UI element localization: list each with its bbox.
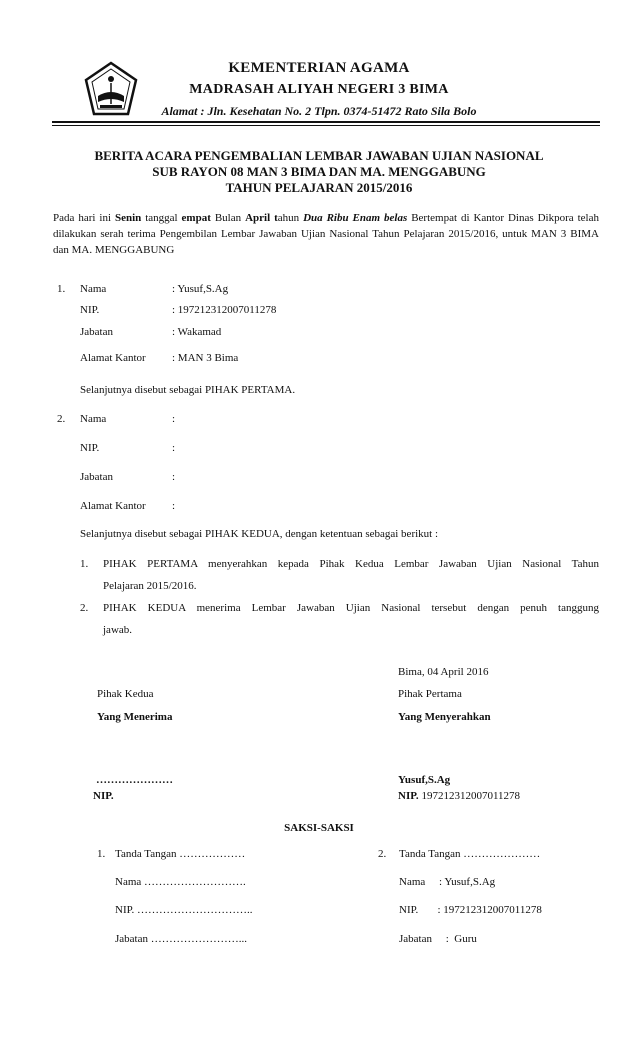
header-address: Alamat : Jln. Kesehatan No. 2 Tlpn. 0374-51472 Rato Sila Bolo: [161, 104, 477, 118]
party1-alamat-value: : MAN 3 Bima: [172, 352, 239, 364]
party2-nip-label: NIP.: [80, 442, 100, 454]
right-sub: Yang Menyerahkan: [398, 711, 491, 723]
party1-jabatan-value: : Wakamad: [172, 326, 222, 338]
intro-year: Dua Ribu Enam belas: [303, 212, 408, 224]
witness1-number: 1.: [97, 848, 106, 860]
party2-nama-value: :: [172, 413, 176, 425]
document-title-line1: BERITA ACARA PENGEMBALIAN LEMBAR JAWABAN UJIAN NASIONAL: [94, 148, 544, 163]
left-sub: Yang Menerima: [97, 711, 173, 723]
party1-nip-label: NIP.: [80, 304, 100, 316]
witness2-number: 2.: [378, 848, 387, 860]
term-2-line2: jawab.: [103, 624, 133, 636]
party1-number: 1.: [57, 283, 66, 295]
witness2-signature-line: Tanda Tangan …………………: [399, 848, 541, 860]
witness1-signature-line: Tanda Tangan ………………: [115, 848, 246, 860]
intro-day: Senin: [114, 212, 142, 224]
party2-nama-label: Nama: [80, 413, 107, 425]
party2-jabatan-value: :: [172, 471, 176, 483]
term-1-number: 1.: [80, 558, 89, 570]
party1-note: Selanjutnya disebut sebagai PIHAK PERTAMA.: [80, 384, 296, 396]
party2-nip-value: :: [172, 442, 176, 454]
term-1-line1: PIHAK PERTAMA menyerahkan kepada Pihak Kedua Lembar Jawaban Ujian Nasional Tahun: [103, 558, 599, 570]
party1-jabatan-label: Jabatan: [80, 326, 113, 338]
party2-number: 2.: [57, 413, 66, 425]
witnesses-title: SAKSI-SAKSI: [284, 822, 354, 834]
party2-alamat-label: Alamat Kantor: [80, 500, 146, 512]
witness1-jabatan: Jabatan ……………………...: [115, 933, 247, 945]
party1-nama-value: : Yusuf,S.Ag: [172, 283, 229, 295]
place-date: Bima, 04 April 2016: [398, 666, 489, 678]
witness2-nama: Nama : Yusuf,S.Ag: [399, 876, 496, 888]
header-divider-thin: [52, 125, 600, 126]
term-2-number: 2.: [80, 602, 89, 614]
term-1-line2: Pelajaran 2015/2016.: [103, 580, 197, 592]
party2-note: Selanjutnya disebut sebagai PIHAK KEDUA, dengan ketentuan sebagai berikut :: [80, 528, 439, 540]
party1-nama-label: Nama: [80, 283, 107, 295]
party1-nip-value: : 197212312007011278: [172, 304, 277, 316]
witness2-nip: NIP. : 197212312007011278: [399, 904, 542, 916]
right-role: Pihak Pertama: [398, 688, 462, 700]
intro-paragraph: Pada hari ini Senin tanggal empat Bulan April tahun Dua Ribu Enam belas Bertempat di Kantor Dinas Dikpora telah dilakukan serah terima Pengembilan Lembar Jawaban Ujian Nasional Tahun Pelajaran 2015/2016, untuk MAN 3 BIMA dan MA. MENGGABUNG: [53, 212, 599, 256]
party1-alamat-label: Alamat Kantor: [80, 352, 146, 364]
witness1-nama: Nama ……………………….: [115, 876, 246, 888]
party2-jabatan-label: Jabatan: [80, 471, 113, 483]
header-divider-thick: [52, 121, 600, 123]
term-2-line1: PIHAK KEDUA menerima Lembar Jawaban Ujian Nasional tersebut dengan penuh tanggung: [103, 602, 599, 614]
witness2-jabatan: Jabatan : Guru: [399, 933, 477, 945]
left-signature-name: …………………: [96, 774, 173, 786]
intro-date: empat: [181, 212, 211, 224]
party2-alamat-value: :: [172, 500, 176, 512]
witness1-nip: NIP. …………………………..: [115, 904, 253, 916]
right-signature-nip: NIP. 197212312007011278: [398, 790, 521, 802]
document-title-line2: SUB RAYON 08 MAN 3 BIMA DAN MA. MENGGABUNG: [152, 164, 486, 179]
right-signature-name: Yusuf,S.Ag: [398, 774, 451, 786]
left-role: Pihak Kedua: [97, 688, 154, 700]
header-school: MADRASAH ALIYAH NEGERI 3 BIMA: [189, 82, 449, 97]
header-ministry: KEMENTERIAN AGAMA: [228, 60, 410, 76]
intro-month: April t: [245, 212, 278, 224]
left-signature-nip: NIP.: [93, 790, 114, 802]
document-title-line3: TAHUN PELAJARAN 2015/2016: [225, 180, 413, 195]
